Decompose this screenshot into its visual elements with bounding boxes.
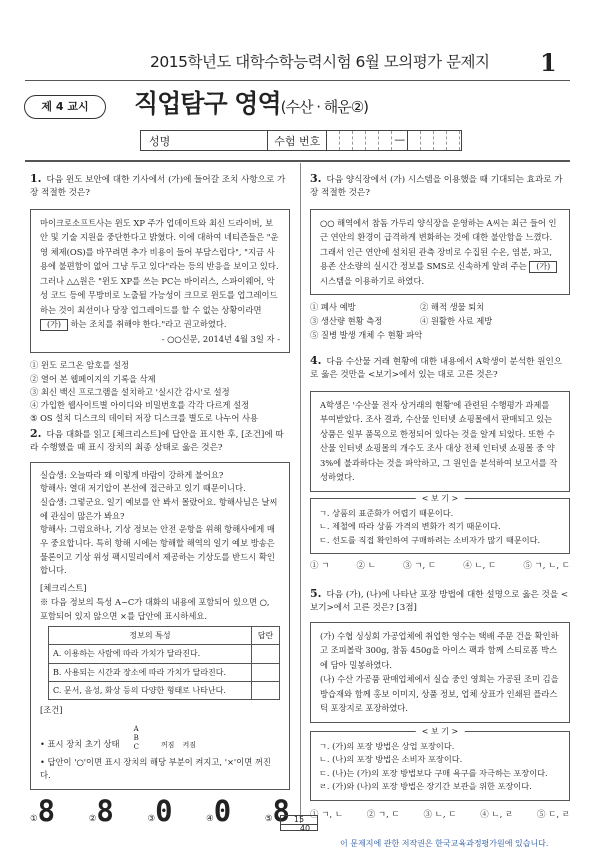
segment-label: B: [133, 733, 139, 742]
name-field[interactable]: [178, 131, 268, 150]
option[interactable]: ② 열어 본 웹페이지의 기록을 삭제: [30, 373, 156, 384]
bogi-item: ㄷ. 선도를 직접 확인하여 구매하려는 소비자가 많기 때문이다.: [319, 534, 541, 545]
bogi-item: ㄷ. (나)는 (가)의 포장 방법보다 구매 욕구를 자극하는 포장이다.: [319, 767, 548, 778]
dialogue-line: 실습생: 오늘따라 왜 이렇게 바람이 강하게 불어요?: [40, 469, 224, 480]
table-header: 정보의 특성: [49, 627, 252, 645]
passage-item: (가) 수협 싱싱회 가공업체에 취업한 영수는 택배 주문 건을 확인하고 조피볼락 300g, 참돔 450g을 아이스 팩과 함께 스티로폼 박스에 담아 밀봉하였다.: [320, 630, 559, 670]
question-4-passage: A학생은 '수산물 전자 상거래의 현황'에 관련된 수행평가 과제를 부여받았다. 조사 결과, 수산물 인터넷 쇼핑몰에서 판매되고 있는 상품은 일부 품목으로 한정되어 있다는 것을 알게 되었다. 또한 수산물 인터넷 쇼핑몰의 개수도 조사 대상 전체 인터넷 쇼핑몰 중 약 3%에 불과하다는 것을 파악하고, 그 원인을 분석하여 보고서를 작성하였다.: [310, 391, 570, 492]
option-mark: ③: [147, 814, 156, 824]
question-2-stem: [30, 425, 290, 456]
question-3-passage: [310, 209, 570, 296]
question-text: 다음 대화를 읽고 [체크리스트]에 답안을 표시한 후, [조건]에 따라 수행했을 때 표시 장치의 최종 상태로 옳은 것은?: [30, 430, 284, 454]
option[interactable]: ② 해적 생물 퇴치: [420, 302, 485, 313]
condition-text: • 표시 장치 초기 상태: [40, 738, 120, 749]
period-badge: 제 4 교시: [24, 95, 106, 119]
page-total: 40: [281, 824, 317, 832]
option[interactable]: ③ 생산량 현황 측정: [310, 315, 383, 326]
exam-number-cell[interactable]: [408, 131, 421, 150]
exam-number-cell[interactable]: [340, 131, 353, 150]
option[interactable]: [206, 796, 231, 826]
option[interactable]: ④ 원활한 사료 제방: [420, 315, 493, 326]
question-1-stem: [30, 170, 290, 201]
option-mark: ⑤: [264, 814, 273, 824]
question-5-passage: [310, 622, 570, 723]
seven-segment-display: 8: [96, 794, 114, 828]
checklist-title: [체크리스트]: [40, 583, 87, 594]
exam-number-dash: —: [392, 131, 408, 150]
bogi-title: < 보 기 >: [416, 725, 465, 738]
question-3-options: [310, 301, 570, 342]
blank-box: (가): [529, 261, 557, 273]
condition-title: [조건]: [40, 704, 63, 715]
initial-state-row: [40, 718, 280, 752]
name-exam-number-row: [140, 130, 462, 151]
table-row: [49, 645, 280, 663]
question-3: [310, 170, 570, 342]
question-5: [310, 585, 570, 822]
option[interactable]: ① ㄱ, ㄴ: [310, 809, 344, 820]
answer-cell[interactable]: [252, 681, 280, 699]
question-5-stem: [310, 585, 570, 616]
page-current: 15: [293, 815, 305, 824]
question-text: 다음 양식장에서 (가) 시스템을 이용했을 때 기대되는 효과로 가장 적절한 것은?: [310, 175, 563, 199]
question-1-options: [30, 359, 290, 425]
table-header: 답란: [252, 627, 280, 645]
bogi-item: ㄴ. (나)의 포장 방법은 소비자 포장이다.: [319, 754, 463, 765]
table-cell: C. 문서, 음성, 화상 등의 다양한 형태로 나타난다.: [49, 681, 252, 699]
segment-label: C: [133, 742, 139, 751]
option[interactable]: ⑤ OS 설치 디스크의 데이터 저장 디스크를 별도로 나누어 사용: [30, 413, 259, 424]
passage-text: 시스템을 이용하기로 하였다.: [320, 275, 425, 286]
option[interactable]: ③ 최신 백신 프로그램을 설치하고 '실시간 감시'로 설정: [30, 386, 230, 397]
dialogue-line: 항해사: 그럼요하나, 기상 정보는 안전 운항을 위해 항해사에게 매우 중요합니다. 특히 항해 시에는 항해할 해역의 일기 예보 방송은 물론이고 기상 위성 팩시밀리에서 제공하는 기상도를 반드시 확인합니다.: [40, 524, 275, 576]
table-cell: A. 이용하는 사람에 따라 가치가 달라진다.: [49, 645, 252, 663]
question-2: [30, 425, 290, 826]
seven-segment-display: 8: [272, 794, 290, 828]
option[interactable]: ④ 가입한 웹사이트별 아이디와 비밀번호를 각각 다르게 설정: [30, 400, 250, 411]
question-2-box: [30, 462, 290, 790]
option[interactable]: ① ㄱ: [310, 561, 330, 572]
seven-segment-display: 8: [37, 794, 56, 828]
exam-number-cell[interactable]: [434, 131, 447, 150]
exam-number-cell[interactable]: [366, 131, 379, 150]
option[interactable]: [147, 796, 172, 826]
question-number: 3.: [310, 172, 322, 185]
table-row: [49, 663, 280, 681]
bogi-title: < 보 기 >: [416, 492, 465, 505]
option[interactable]: ② ㄱ, ㄷ: [366, 809, 400, 820]
question-2-options: [30, 796, 290, 826]
name-label: 성명: [149, 135, 171, 148]
question-number: 4.: [310, 354, 322, 367]
question-number: 1.: [30, 172, 42, 185]
source-citation: - ○○신문, 2014년 4월 3일 자 -: [161, 333, 280, 344]
question-number: 2.: [30, 427, 42, 440]
bogi-item: ㄱ. (가)의 포장 방법은 상업 포장이다.: [319, 740, 455, 751]
page-counter: [280, 815, 318, 831]
option-mark: ④: [206, 814, 214, 824]
question-text: 다음 (가), (나)에 나타난 포장 방법에 대한 설명으로 옳은 것을 <보기>에서 고른 것은? [3점]: [310, 590, 569, 614]
bogi-item: ㄱ. 상품의 표준화가 어렵기 때문이다.: [319, 507, 454, 518]
exam-title: 2015학년도 대학수학능력시험 6월 모의평가 문제지: [150, 53, 490, 71]
question-4: [310, 352, 570, 573]
table-cell: B. 사용되는 시간과 장소에 따라 가치가 달라진다.: [49, 663, 252, 681]
seven-segment-display: 0: [155, 794, 173, 828]
bogi-item: ㄴ. 제철에 따라 상품 가격의 변화가 적기 때문이다.: [319, 521, 501, 532]
option-mark: ②: [88, 814, 97, 824]
option[interactable]: ① 폐사 예방: [310, 302, 356, 313]
seven-segment-display: 0: [213, 794, 232, 828]
passage-item: (나) 수산 가공품 판매업체에서 실습 중인 영희는 가공된 조미 김을 방습재와 함께 홍보 이미지, 상품 정보, 업체 상표가 인쇄된 플라스틱 포장지로 포장하였다.: [320, 674, 559, 714]
legend-off: 꺼짐: [160, 741, 175, 750]
passage-text: ○○ 해역에서 참돔 가두리 양식장을 운영하는 A씨는 최근 들어 인근 연안의 환경이 급격하게 변화하는 것에 대한 불안함을 느꼈다. 그래서 인근 연안에 설치된 관측 장비로 수집된 수온, 염분, 파고, 용존 산소량의 실시간 정보를 SMS로 신속하게 알려 주는: [320, 217, 557, 272]
exam-number-cell[interactable]: [421, 131, 434, 150]
answer-cell[interactable]: [252, 663, 280, 681]
option[interactable]: [30, 796, 55, 826]
question-text: 다음 수산물 거래 현황에 대한 내용에서 A학생이 분석한 원인으로 옳은 것만을 <보기>에서 있는 대로 고른 것은?: [310, 357, 563, 381]
question-number: 5.: [310, 587, 322, 600]
exam-number-cell[interactable]: [447, 131, 460, 150]
option[interactable]: ⑤ ㄷ, ㄹ: [536, 809, 570, 820]
question-4-options: [310, 560, 570, 573]
question-1: [30, 170, 290, 426]
option[interactable]: [89, 796, 114, 826]
dialogue-line: 실습생: 그렇군요. 일기 예보를 안 봐서 몰랐어요. 항해사님은 날씨에 관심이 많은가 봐요?: [40, 497, 278, 521]
subject-sub: (수산 · 해운②): [280, 98, 369, 116]
option[interactable]: ④ ㄴ, ㄷ: [463, 561, 497, 572]
question-5-bogi: [310, 726, 570, 801]
header-rule: [25, 80, 570, 81]
option[interactable]: ① 윈도 로그온 암호를 설정: [30, 360, 129, 371]
option[interactable]: ⑤ 질병 발생 개체 수 현황 파악: [310, 329, 423, 340]
subject-main: 직업탐구 영역: [134, 89, 281, 118]
question-4-bogi: [310, 493, 570, 555]
bogi-item: ㄹ. (가)와 (나)의 포장 방법은 장기간 보관을 위한 포장이다.: [319, 781, 532, 792]
column-divider: [300, 163, 301, 823]
exam-number-cell[interactable]: [327, 131, 340, 150]
checklist-table: [48, 626, 280, 700]
subject-title: [134, 85, 368, 124]
checklist-note: ※ 다음 정보의 특성 A~C가 대화의 내용에 포함되어 있으면 ○, 포함되어 있지 않으면 ×를 답안에 표시하세요.: [40, 596, 270, 621]
passage-text: 하는 조치를 취해야 한다."라고 권고하였다.: [70, 319, 227, 330]
question-3-stem: [310, 170, 570, 201]
answer-cell[interactable]: [252, 645, 280, 663]
table-row: [49, 681, 280, 699]
segment-labels: [134, 725, 139, 752]
option-mark: ①: [30, 814, 38, 824]
legend-on: 켜짐: [182, 741, 196, 750]
segment-label: A: [133, 724, 139, 733]
option[interactable]: ③ ㄴ, ㄷ: [423, 809, 457, 820]
passage-text: 마이크로소프트사는 윈도 XP 주가 업데이트와 최신 드라이버, 보안 및 기술 지원을 중단한다고 밝혔다. 이에 대하여 네티즌들은 "운영 체제(OS)를 바꾸려면 추가 비용이 들어 부담스럽다", "지금 사용에 불편함이 없어 그냥 두고 있다"라는 등의 반응을 보이고 있다. 그러나 △△원은 "윈도 XP를 쓰는 PC는 바이러스, 스파이웨어, 악성 코드 등에 무방비로 노출될 가능성이 크므로 윈도를 업그레이드하는 것이 최선이나 당장 업그레이드를 할 수 없는 상황이라면: [40, 217, 279, 315]
dialogue-line: 항해사: 열대 저기압이 본선에 접근하고 있기 때문이니다.: [40, 483, 246, 494]
condition-text: • 답안이 '○'이면 표시 장치의 해당 부분이 켜지고, '×'이면 꺼진다.: [40, 756, 271, 781]
option[interactable]: ⑤ ㄱ, ㄴ, ㄷ: [523, 561, 570, 572]
exam-number-cell[interactable]: [379, 131, 392, 150]
question-4-stem: [310, 352, 570, 383]
option[interactable]: ② ㄴ: [356, 561, 376, 572]
exam-number-label: 수험 번호: [268, 131, 327, 150]
copyright-notice: 이 문제지에 관한 저작권은 한국교육과정평가원에 있습니다.: [340, 839, 549, 848]
option[interactable]: ③ ㄱ, ㄷ: [403, 561, 437, 572]
question-5-options: [310, 809, 570, 822]
question-text: 다음 윈도 보안에 대한 기사에서 (가)에 들어갈 조치 사항으로 가장 적절한 것은?: [30, 175, 286, 199]
blank-box: (가): [40, 319, 68, 331]
option[interactable]: ④ ㄴ, ㄹ: [480, 809, 514, 820]
header-bottom-rule: [25, 160, 570, 162]
exam-number-cell[interactable]: [353, 131, 366, 150]
page-number: 1: [540, 48, 557, 77]
question-1-passage: [30, 209, 290, 354]
